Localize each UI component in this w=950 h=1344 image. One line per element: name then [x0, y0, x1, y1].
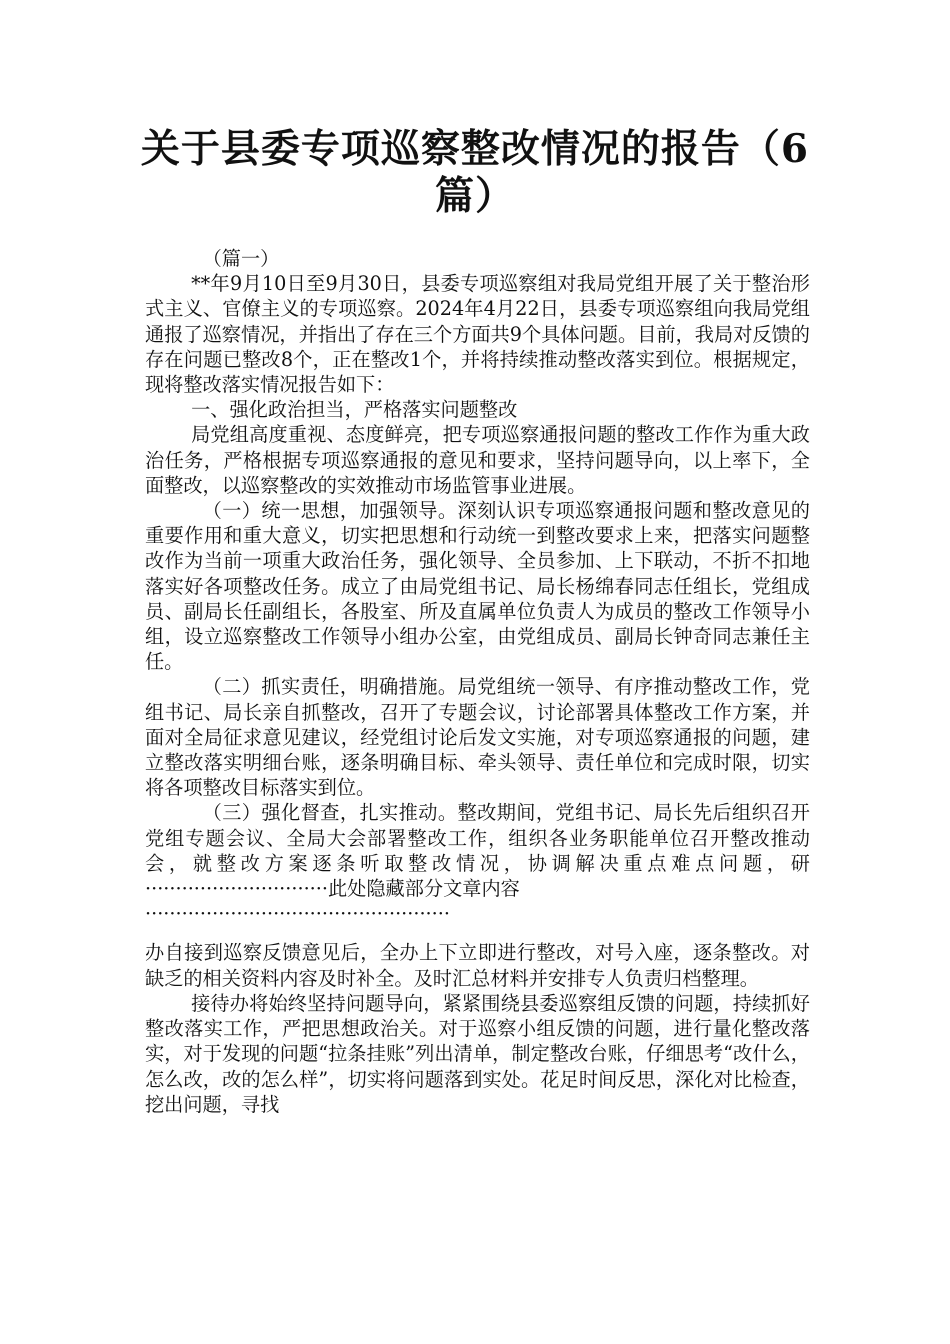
document-title: 关于县委专项巡察整改情况的报告（6篇） [140, 126, 810, 219]
hidden-content-notice: 此处隐藏部分文章内容 [327, 877, 520, 901]
hidden-dots-leading: ······························ [145, 877, 328, 901]
paragraph: （二）抓实责任，明确措施。局党组统一领导、有序推动整改工作，党组书记、局长亲自抓整改，召开了专题会议，讨论部署具体整改工作方案，并面对全局征求意见建议，经党组讨论后发文实施，对专项巡察通报的问题，建立整改落实明细台账，逐条明确目标、牵头领导、责任单位和完成时限，切实将各项整改目标落实到位。 [145, 675, 810, 800]
hidden-dots-trailing: ·················································· [145, 902, 450, 926]
intro-paragraph: **年9月10日至9月30日，县委专项巡察组对我局党组开展了关于整治形式主义、官僚主义的专项巡察。2024年4月22日，县委专项巡察组向我局党组通报了巡察情况，并指出了存在三个方面共9个具体问题。目前，我局对反馈的存在问题已整改8个，正在整改1个，并将持续推动整改落实到位。根据规定，现将整改落实情况报告如下： [145, 272, 810, 397]
paragraph-truncated [145, 800, 810, 901]
spacer [145, 926, 810, 940]
section-label: （篇一） [202, 247, 280, 270]
paragraph: 局党组高度重视、态度鲜亮，把专项巡察通报问题的整改工作作为重大政治任务，严格根据专项巡察通报的意见和要求，坚持问题导向，以上率下，全面整改，以巡察整改的实效推动市场监管事业进展。 [145, 423, 810, 497]
document-body [145, 246, 810, 1117]
paragraph: （一）统一思想，加强领导。深刻认识专项巡察通报问题和整改意见的重要作用和重大意义，切实把思想和行动统一到整改要求上来，把落实问题整改作为当前一项重大政治任务，强化领导、全员参加、上下联动，不折不扣地落实好各项整改任务。成立了由局党组书记、局长杨绵春同志任组长，党组成员、副局长任副组长，各股室、所及直属单位负责人为成员的整改工作领导小组，设立巡察整改工作领导小组办公室，由党组成员、副局长钟奇同志兼任主任。 [145, 499, 810, 674]
paragraph: 办自接到巡察反馈意见后，全办上下立即进行整改，对号入座，逐条整改。对缺乏的相关资料内容及时补全。及时汇总材料并安排专人负责归档整理。 [145, 941, 810, 990]
paragraph: 接待办将始终坚持问题导向，紧紧围绕县委巡察组反馈的问题，持续抓好整改落实工作，严把思想政治关。对于巡察小组反馈的问题，进行量化整改落实，对于发现的问题“拉条挂账”列出清单，制定整改台账，仔细思考“改什么，怎么改，改的怎么样”，切实将问题落到实处。花足时间反思，深化对比检查，挖出问题，寻找 [145, 991, 810, 1116]
truncated-text: （三）强化督查，扎实推动。整改期间，党组书记、局长先后组织召开党组专题会议、全局大会部署整改工作，组织各业务职能单位召开整改推动会，就整改方案逐条听取整改情况，协调解决重点难点问题，研 [145, 801, 810, 875]
section-heading: 一、强化政治担当，严格落实问题整改 [191, 398, 518, 422]
